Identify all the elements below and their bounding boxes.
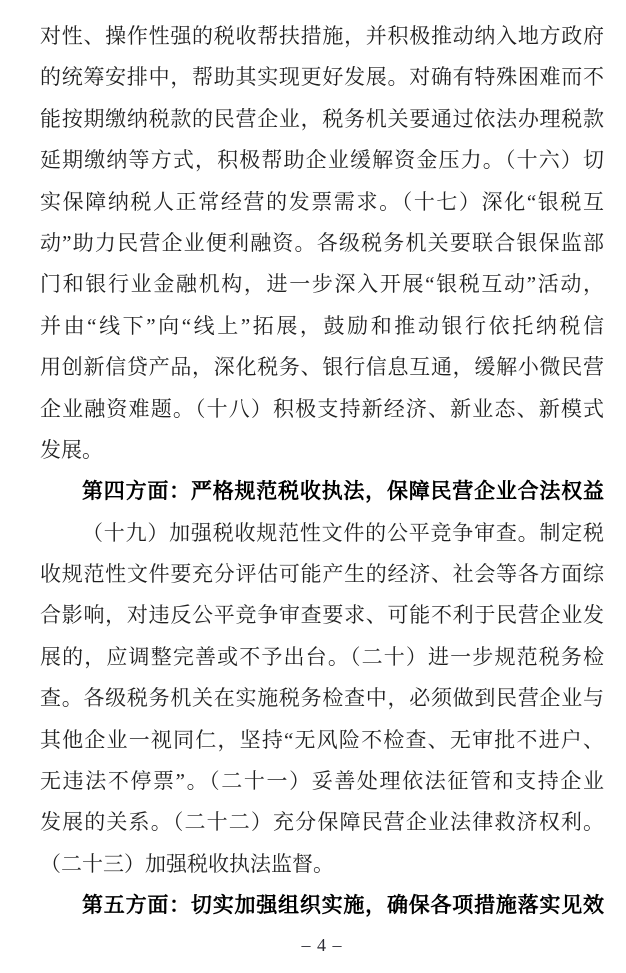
text-line: （十九）加强税收规范性文件的公平竞争审查。制定税 bbox=[82, 520, 604, 545]
text-line: 的统筹安排中，帮助其实现更好发展。对确有特殊困难而不 bbox=[40, 65, 604, 90]
text-line: 收规范性文件要充分评估可能产生的经济、社会等各方面综 bbox=[40, 562, 604, 587]
text-line: 能按期缴纳税款的民营企业，税务机关要通过依法办理税款 bbox=[40, 106, 604, 131]
text-line: 用创新信贷产品，深化税务、银行信息互通，缓解小微民营 bbox=[40, 355, 604, 380]
text-line: 并由“线下”向“线上”拓展，鼓励和推动银行依托纳税信 bbox=[40, 313, 604, 338]
text-line: （二十三）加强税收执法监督。 bbox=[40, 851, 334, 876]
text-line: 其他企业一视同仁，坚持“无风险不检查、无审批不进户、 bbox=[40, 727, 604, 752]
section-heading: 第四方面：严格规范税收执法，保障民营企业合法权益 bbox=[82, 480, 604, 504]
text-line: 发展。 bbox=[40, 437, 103, 462]
text-line: 门和银行业金融机构，进一步深入开展“银税互动”活动， bbox=[40, 272, 604, 297]
text-line: 延期缴纳等方式，积极帮助企业缓解资金压力。（十六）切 bbox=[40, 148, 604, 173]
text-line: 动”助力民营企业便利融资。各级税务机关要联合银保监部 bbox=[40, 230, 604, 255]
text-line: 合影响，对违反公平竞争审查要求、可能不利于民营企业发 bbox=[40, 603, 604, 628]
page-number: – 4 – bbox=[301, 934, 343, 955]
text-line: 对性、操作性强的税收帮扶措施，并积极推动纳入地方政府 bbox=[40, 24, 604, 48]
section-heading: 第五方面：切实加强组织实施，确保各项措施落实见效 bbox=[82, 894, 604, 918]
text-line: 企业融资难题。（十八）积极支持新经济、新业态、新模式 bbox=[40, 396, 604, 421]
text-line: 无违法不停票”。（二十一）妥善处理依法征管和支持企业 bbox=[40, 769, 604, 794]
text-line: 查。各级税务机关在实施税务检查中，必须做到民营企业与 bbox=[40, 686, 604, 711]
text-line: 实保障纳税人正常经营的发票需求。（十七）深化“银税互 bbox=[40, 189, 604, 214]
text-line: 发展的关系。（二十二）充分保障民营企业法律救济权利。 bbox=[40, 810, 604, 835]
text-line: 展的，应调整完善或不予出台。（二十）进一步规范税务检 bbox=[40, 644, 604, 669]
